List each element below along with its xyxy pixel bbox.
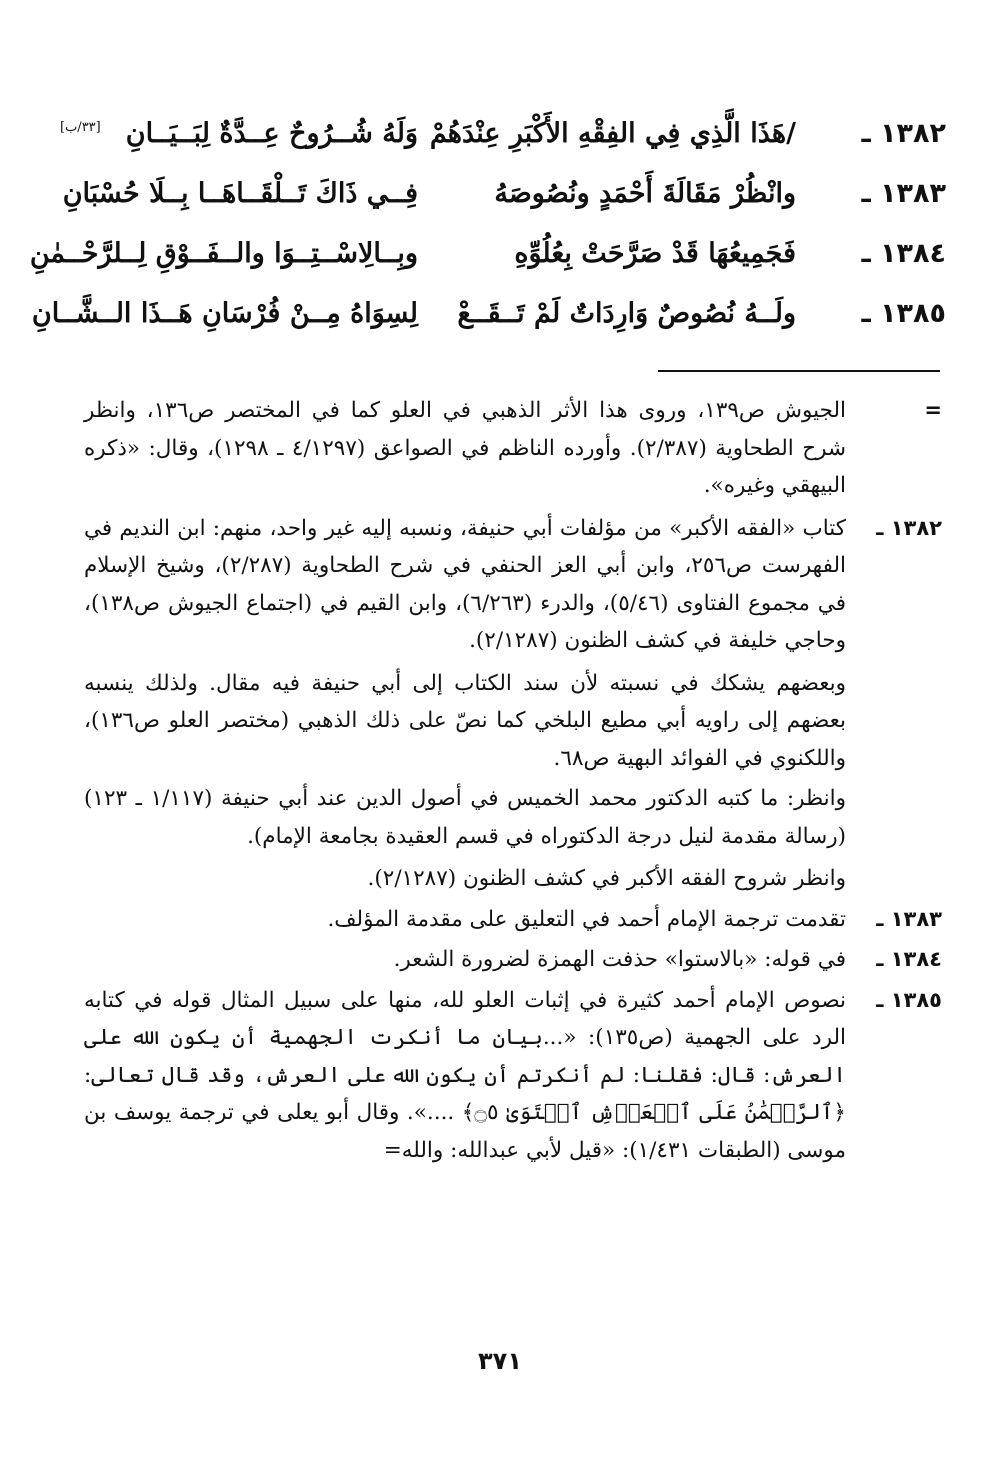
footnote-number: ١٣٨٢ ـ [876, 515, 942, 540]
footnote-number: ١٣٨٣ ـ [876, 906, 942, 931]
footnote-1382-paragraph-3: وانظر: ما كتبه الدكتور محمد الخميس في أصول الدين عند أبي حنيفة (١/١١٧ ـ ١٢٣) (رسالة مقدمة لنيل درجة الدكتوراه في قسم العقيدة بجامعة الإمام). [84, 786, 846, 849]
verse-number: ١٣٨٥ ـ [861, 298, 946, 329]
verse-first-hemistich: /هَذَا الَّذِي فِي الفِقْهِ الأَكْبَرِ عِنْدَهُمْ [429, 118, 796, 149]
footnotes [84, 392, 942, 1169]
verse-second-hemistich: لِسِوَاهُ مِــنْ فُرْسَانِ هَــذَا الــشَّــانِ [31, 298, 418, 329]
verse-number: ١٣٨٢ ـ [861, 118, 946, 149]
verse-first-hemistich: فَجَمِيعُهَا قَدْ صَرَّحَتْ بِعُلُوِّهِ [514, 238, 796, 269]
footnote-divider [658, 370, 940, 372]
footnote-continuation [84, 392, 942, 505]
footnote-1384 [84, 941, 942, 979]
verse-1385 [31, 298, 946, 358]
verse-second-hemistich: وَلَهُ شُــرُوحٌ عِــدَّةٌ لِبَــيَــانِ [125, 118, 418, 149]
footnote-number: ١٣٨٥ ـ [876, 987, 942, 1012]
verse-first-hemistich: ولَــهُ نُصُوصٌ وَارِدَاتٌ لَمْ تَــقَــعْ [457, 298, 796, 329]
manuscript-folio-marker: [٣٣/ب] [60, 120, 101, 135]
footnote-text: تقدمت ترجمة الإمام أحمد في التعليق على مقدمة المؤلف. [327, 906, 846, 932]
verse-1384 [29, 238, 946, 298]
verse-first-hemistich: وانْظُرْ مَقَالَةَ أَحْمَدٍ ونُصُوصَهُ [494, 178, 796, 209]
verse-second-hemistich: وبِــالِاسْــتِــوَا والــفَــوْقِ لِــلرَّحْــمٰنِ [29, 238, 418, 269]
verse-1383 [60, 178, 946, 238]
footnote-1382-paragraph-4: وانظر شروح الفقه الأكبر في كشف الظنون (٢/١٢٨٧). [367, 866, 846, 891]
footnote-number: ١٣٨٤ ـ [876, 947, 942, 971]
page-number: ٣٧١ [478, 1347, 522, 1375]
verse-second-hemistich: فِــي ذَاكَ تَــلْقَــاهَــا بِــلَا حُسْبَانِ [62, 178, 418, 209]
footnote-1382 [84, 510, 942, 660]
footnote-1383 [84, 901, 942, 939]
verse-number: ١٣٨٣ ـ [861, 178, 946, 209]
poem-verses [29, 118, 946, 358]
footnote-1385 [84, 982, 942, 1170]
footnote-1382-paragraph-2: وبعضهم يشكك في نسبته لأن سند الكتاب إلى أبي حنيفة فيه مقال. ولذلك ينسبه بعضهم إلى راويه أبي مطيع البلخي كما نصّ على ذلك الذهبي (مختصر العلو ص١٣٦)، واللكنوي في الفوائد البهية ص٦٨. [84, 670, 846, 771]
footnote-text: الجيوش ص١٣٩، وروى هذا الأثر الذهبي في العلو كما في المختصر ص١٣٦، وانظر شرح الطحاوية (٢/٣٨٧). وأورده الناظم في الصواعق (٤/١٢٩٧ ـ ١٢٩٨)، وقال: «ذكره البيهقي وغيره». [84, 398, 847, 498]
footnote-text: كتاب «الفقه الأكبر» من مؤلفات أبي حنيفة، ونسبه إليه غير واحد، منهم: ابن النديم في الفهرست ص٢٥٦، وابن أبي العز الحنفي في شرح الطحاوية (٢/٢٨٧)، وشيخ الإسلام في مجموع الفتاوى (٥/٤٦)، والدرء (٦/٢٦٣)، وابن القيم في (اجتماع الجيوش ص١٣٨)، وحاجي خليفة في كشف الظنون (٢/١٢٨٧). [84, 515, 846, 653]
continuation-marker: = [924, 398, 942, 422]
verse-number: ١٣٨٤ ـ [861, 238, 946, 269]
verse-1382 [60, 118, 946, 178]
footnote-text: في قوله: «بالاستوا» حذفت الهمزة لضرورة الشعر. [393, 947, 846, 972]
footnote-text: نصوص الإمام أحمد كثيرة في إثبات العلو لله، منها على سبيل المثال قوله في كتابه الرد على الجهمية (ص١٣٥): «...بيان ما أنكرت الجهمية أن يكون الله على العرش: قال: فقلنا: لم أنكرتم أن يكون الله على العرش، وقد قال تعالى: ﴿ٱلرَّحۡمَٰنُ عَلَى ٱلۡعَرۡشِ ٱسۡتَوَىٰ ۝٥﴾ ....». وقال أبو يعلى في ترجمة يوسف بن موسى (الطبقات ١/٤٣١): «قيل لأبي عبدالله: والله= [84, 987, 847, 1163]
